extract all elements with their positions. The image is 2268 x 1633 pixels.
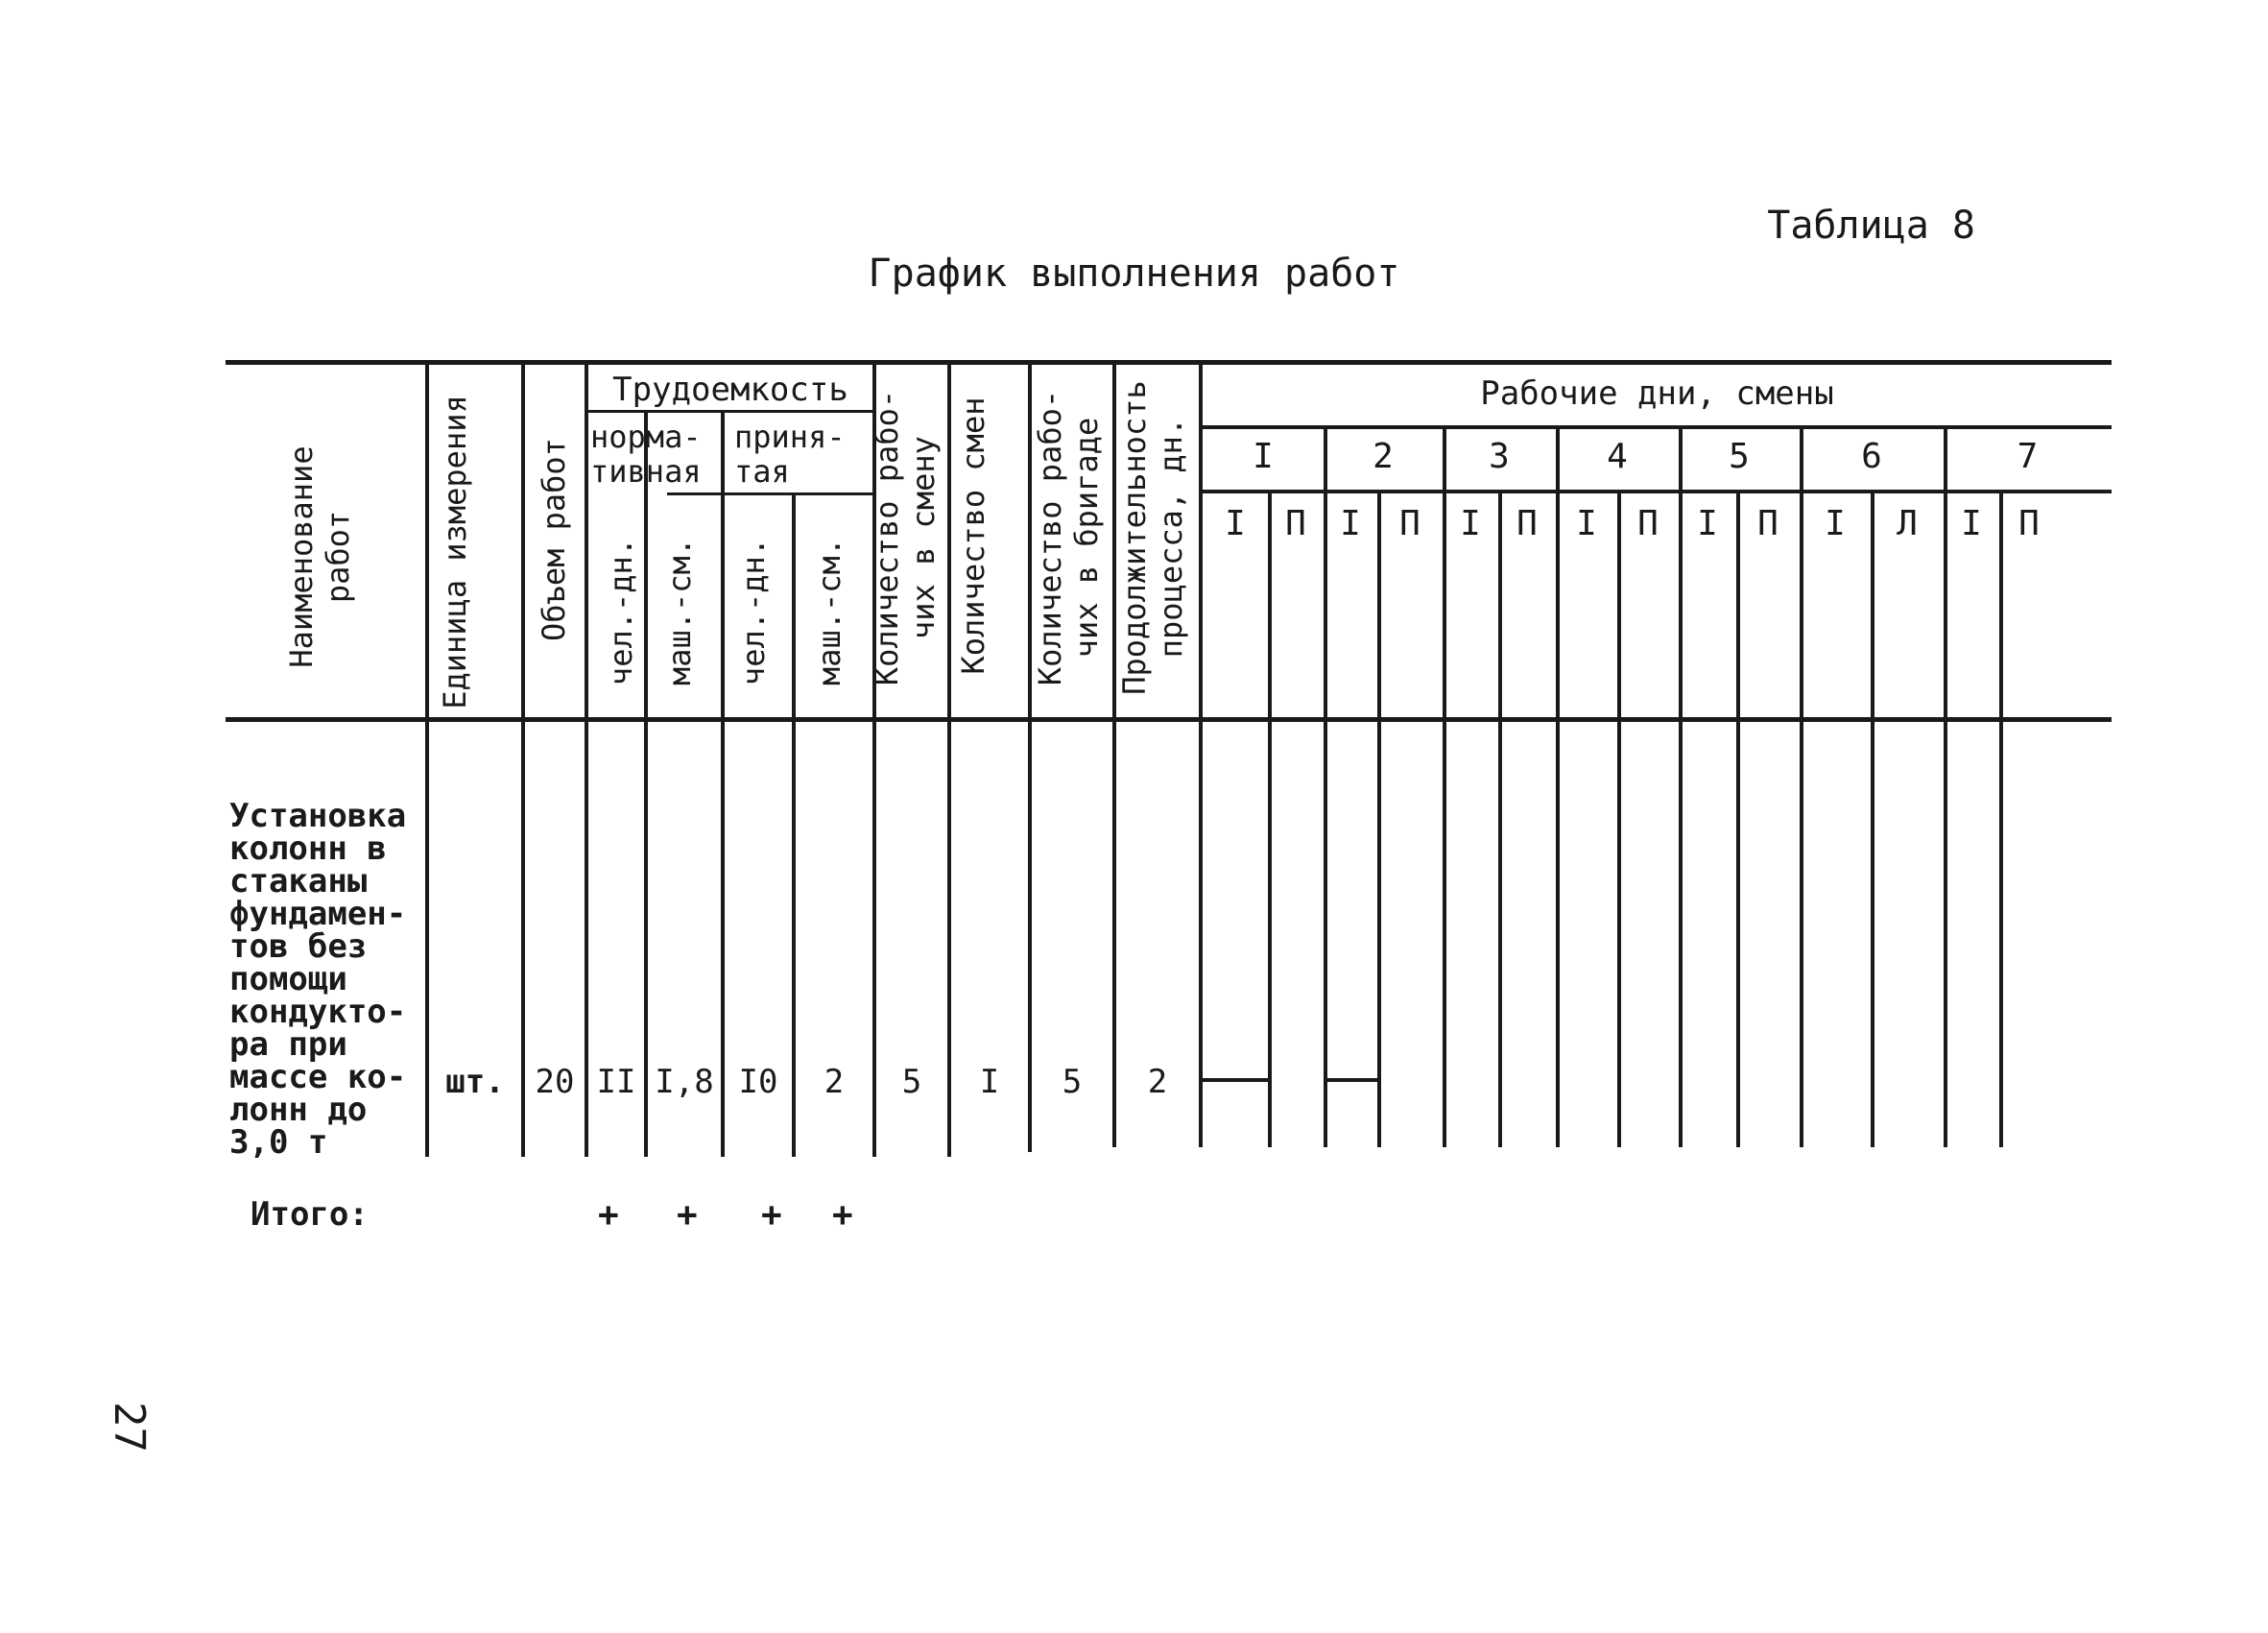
- table-label: Таблица 8: [1767, 204, 1975, 248]
- header-normative: норма-тивная: [590, 419, 702, 490]
- shift-label: Л: [1897, 504, 1918, 543]
- cell-volume: 20: [535, 1063, 575, 1101]
- header-unit: Единица измерения: [437, 395, 473, 709]
- header-acc-machine-shifts: маш.-см.: [811, 537, 848, 686]
- header-labor: Трудоемкость: [612, 371, 848, 409]
- day-label: 7: [2017, 437, 2039, 476]
- header-norm-man-days: чел.-дн.: [603, 537, 639, 686]
- rule-header-bottom: [226, 717, 2112, 722]
- total-plus: +: [677, 1195, 698, 1235]
- day-divider: [1377, 490, 1381, 1147]
- header-acc-man-days: чел.-дн.: [735, 537, 772, 686]
- rule-labor-sub: [667, 492, 876, 495]
- shift-label: П: [1757, 504, 1779, 543]
- header-workers-in-brigade: Количество рабо-чих в бригаде: [1032, 389, 1105, 686]
- shift-label: I: [1961, 504, 1982, 543]
- shift-label: I: [1225, 504, 1246, 543]
- shift-label: I: [1825, 504, 1846, 543]
- table-title: График выполнения работ: [868, 252, 1400, 296]
- col-divider: [585, 360, 588, 1157]
- rule-labor: [588, 410, 876, 413]
- header-name: Наименование работ: [283, 445, 356, 668]
- work-name: Установка колонн в стаканы фундамен-тов без помощи кондукто-ра при массе ко-лонн до 3,0 т: [229, 797, 407, 1162]
- cell-unit: шт.: [445, 1063, 505, 1101]
- day-label: 4: [1607, 437, 1628, 476]
- day-divider: [1871, 490, 1874, 1147]
- day-divider: [1498, 490, 1502, 1147]
- total-label: Итого:: [251, 1195, 369, 1234]
- day-label: 2: [1373, 437, 1394, 476]
- col-divider: [721, 410, 725, 1157]
- day-label: 3: [1489, 437, 1510, 476]
- day-divider: [1999, 490, 2003, 1147]
- header-duration: Продолжительность процесса, дн.: [1116, 380, 1189, 695]
- rule-shifts: [1203, 490, 2112, 493]
- cell-acc-man-days: I0: [738, 1063, 778, 1101]
- col-divider: [947, 360, 951, 1157]
- shift-label: П: [1285, 504, 1306, 543]
- day-divider: [1268, 490, 1272, 1147]
- cell-shifts-count: I: [979, 1063, 1000, 1101]
- shift-label: I: [1340, 504, 1361, 543]
- day-label: 6: [1861, 437, 1882, 476]
- shift-label: П: [1516, 504, 1538, 543]
- total-plus: +: [761, 1195, 782, 1235]
- shift-label: I: [1460, 504, 1481, 543]
- shift-label: П: [2018, 504, 2040, 543]
- day-label: 5: [1729, 437, 1750, 476]
- cell-duration: 2: [1147, 1063, 1168, 1101]
- col-divider: [425, 360, 429, 1157]
- header-shifts-count: Количество смен: [955, 396, 991, 675]
- day-divider: [1736, 490, 1740, 1147]
- shift-label: П: [1637, 504, 1659, 543]
- schedule-bar: [1324, 1078, 1377, 1082]
- day-label: I: [1253, 437, 1274, 476]
- shift-label: I: [1576, 504, 1597, 543]
- header-work-days: Рабочие дни, смены: [1480, 374, 1834, 413]
- cell-norm-machine-shifts: I,8: [655, 1063, 714, 1101]
- header-volume: Объем работ: [536, 438, 572, 641]
- total-plus: +: [832, 1195, 853, 1235]
- header-workers-per-shift: Количество рабо-чих в смену: [869, 389, 942, 686]
- shift-label: П: [1399, 504, 1420, 543]
- page-number: 27: [105, 1402, 154, 1453]
- col-divider: [792, 492, 796, 1157]
- rule-days: [1203, 425, 2112, 429]
- cell-workers-per-shift: 5: [901, 1063, 922, 1101]
- shift-label: I: [1697, 504, 1718, 543]
- col-divider: [521, 360, 525, 1157]
- cell-acc-machine-shifts: 2: [824, 1063, 845, 1101]
- day-divider: [1617, 490, 1621, 1147]
- cell-norm-man-days: II: [596, 1063, 636, 1101]
- schedule-bar: [1203, 1078, 1268, 1082]
- col-divider: [1199, 360, 1203, 1147]
- cell-workers-in-brigade: 5: [1062, 1063, 1083, 1101]
- header-accepted: приня-тая: [734, 419, 846, 490]
- total-plus: +: [598, 1195, 619, 1235]
- schedule-table: [226, 360, 2112, 1235]
- header-norm-machine-shifts: маш.-см.: [661, 537, 698, 686]
